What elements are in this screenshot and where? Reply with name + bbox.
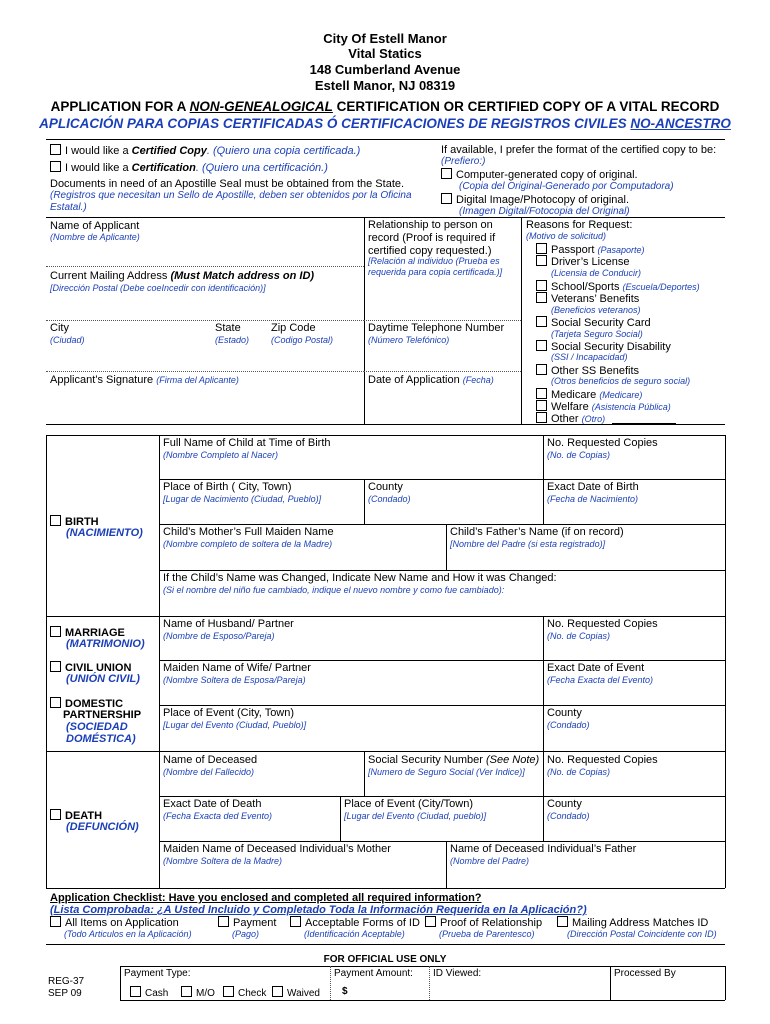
deceased-mother-label: Maiden Name of Deceased Individual’s Mother [163,843,391,855]
mailing-address-label [50,270,314,283]
city-state-zip-field[interactable] [48,347,360,369]
civil-union-label: CIVIL UNION [65,662,132,674]
payment-type-label: Payment Type: [124,968,191,979]
reason-other-ss-checkbox[interactable] [536,364,547,375]
check-all-items[interactable] [50,916,179,930]
marriage-copies-es: (No. de Copias) [547,631,611,641]
phone-field[interactable] [366,347,519,369]
street-address: 148 Cumberland Avenue [309,62,461,77]
birth-mother-es: (Nombre completo de soltera de la Madre) [163,539,333,549]
ssn-label [368,754,539,767]
reason-other-es: (Otro) [581,414,606,424]
reason-ss-card-checkbox[interactable] [536,316,547,327]
signature-text: Applicant’s Signature [50,374,154,386]
death-copies-es: (No. de Copias) [547,767,611,777]
pay-check[interactable] [223,986,266,1000]
marriage-county-es: (Condado) [547,720,590,730]
payment-amount-label: Payment Amount: [334,968,413,979]
marriage-checkbox[interactable] [50,626,61,637]
pay-waived-checkbox[interactable] [272,986,283,997]
birth-copies-label: No. Requested Copies [547,437,658,449]
applicant-name-label: Name of Applicant [50,220,140,232]
city-state-zip: Estell Manor, NJ 08319 [314,78,456,93]
reason-welfare-label: Welfare [551,401,589,413]
format-digital-label: Digital Image/Photocopy of original. [456,194,630,206]
marriage-label-es: (MATRIMONIO) [66,638,145,650]
death-county-es: (Condado) [547,811,590,821]
city-name: City Of Estell Manor [323,31,447,46]
event-place-es: [Lugar del Evento (Ciudad, Pueblo)] [163,720,307,730]
check-mailing[interactable] [557,916,708,930]
reason-ss-card[interactable] [536,316,651,330]
birth-county-es: (Condado) [368,494,411,504]
reason-medicare-label: Medicare [551,389,597,401]
reason-ss-disability-label: Social Security Disability [551,341,671,353]
check-id-label: Acceptable Forms of ID [305,917,420,929]
certified-copy-bold: Certified Copy [131,145,207,157]
death-label-es: (DEFUNCIÓN) [66,821,139,833]
domestic-checkbox[interactable] [50,697,61,708]
birth-mother-label: Child’s Mother’s Full Maiden Name [163,526,334,538]
pay-cash[interactable] [130,986,168,1000]
reason-passport-label: Passport [551,244,595,256]
marriage-copies-label: No. Requested Copies [547,618,658,630]
apostille-note: Documents in need of an Apostille Seal must be obtained from the State. [50,178,405,190]
relationship-label: Relationship to person on record (Proof is required if certified copy requested.) [368,219,496,257]
reason-veterans[interactable] [536,292,639,306]
domestic-label-2: PARTNERSHIP [63,709,142,721]
check-relationship-checkbox[interactable] [425,916,436,927]
pay-check-checkbox[interactable] [223,986,234,997]
check-id-es: (Identificación Aceptable) [304,929,405,939]
certification-text: I would like a [65,162,132,174]
payment-amount-field[interactable]: $ [342,986,348,997]
reason-drivers-license[interactable] [536,255,629,269]
checklist-title-es: (Lista Comprobada: ¿A Usted Incluido y Completado Toda la Información Requerida en la Aplicación?) [50,904,587,916]
birth-county-label: County [368,481,403,493]
pay-cash-checkbox[interactable] [130,986,141,997]
reason-ss-card-label: Social Security Card [551,317,651,329]
child-name-es: (Nombre Completo al Nacer) [163,450,279,460]
reason-other[interactable] [536,412,605,426]
wife-label: Maiden Name of Wife/ Partner [163,662,311,674]
reason-drivers-license-label: Driver’s License [551,256,630,268]
birth-date-es: (Fecha de Nacimiento) [547,494,639,504]
reason-other-checkbox[interactable] [536,412,547,423]
pay-mo[interactable] [181,986,215,1000]
reason-medicare-checkbox[interactable] [536,388,547,399]
format-title-es: (Prefiero:) [441,156,486,167]
reason-welfare-es: (Asistencia Pública) [591,402,671,412]
check-mailing-label: Mailing Address Matches ID [572,917,709,929]
reason-drivers-license-checkbox[interactable] [536,255,547,266]
format-digital-option[interactable] [441,193,629,207]
date-label [368,374,494,387]
phone-es: (Número Telefónico) [368,335,450,345]
wife-es: (Nombre Soltera de Esposa/Pareja) [163,675,306,685]
check-all-items-label: All Items on Application [65,917,179,929]
birth-place-label: Place of Birth ( City, Town) [163,481,292,493]
death-date-label: Exact Date of Death [163,798,262,810]
death-county-label: County [547,798,582,810]
death-checkbox[interactable] [50,809,61,820]
check-mailing-es: (Dirección Postal Coincidente con ID) [567,929,717,939]
death-copies-label: No. Requested Copies [547,754,658,766]
pay-check-label: Check [238,988,267,999]
title-part-a: APPLICATION FOR A [50,99,190,114]
certified-copy-es: . (Quiero una copia certificada.) [206,145,361,157]
reason-ss-card-es: (Tarjeta Seguro Social) [551,329,643,339]
applicant-name-es: (Nombre de Aplicante) [50,232,140,242]
processed-by-label: Processed By [614,968,676,979]
title-es-part-b: NO-ANCESTRO [630,116,731,131]
check-all-items-es: (Todo Articulos en la Aplicación) [64,929,192,939]
death-place-label: Place of Event (City/Town) [344,798,473,810]
deceased-father-es: (Nombre del Padre) [450,856,530,866]
reason-passport-es: (Pasaporte) [597,245,645,255]
zip-label: Zip Code [271,322,316,334]
title-part-c: CERTIFICATION OR CERTIFIED COPY OF A VITAL RECORD [332,99,720,114]
title-es-part-a: APLICACIÓN PARA COPIAS CERTIFICADAS Ó CERTIFICACIONES DE REGISTROS CIVILES [39,116,631,131]
marriage-label: MARRIAGE [65,627,125,639]
form-date: SEP 09 [48,988,82,999]
relationship-es: [Relación al individuo (Prueba es requerida para copia certificada.)] [368,256,503,277]
state-es: (Estado) [215,335,250,345]
checklist-title: Application Checklist: Have you enclosed and completed all required information? [50,892,482,904]
title-part-b: NON-GENEALOGICAL [189,99,333,114]
reason-other-ss-label: Other SS Benefits [551,365,640,377]
reason-drivers-license-es: (Licensia de Conducir) [551,268,642,278]
death-place-es: [Lugar del Evento (Ciudad, pueblo)] [344,811,487,821]
certified-copy-text: I would like a [65,145,132,157]
domestic-label: DOMESTIC [65,698,124,710]
check-relationship[interactable] [425,916,542,930]
reason-other-ss-es: (Otros beneficios de seguro social) [551,376,691,386]
certification-option[interactable] [50,161,328,175]
certified-copy-option[interactable] [50,144,360,158]
deceased-mother-es: (Nombre Soltera de la Madre) [163,856,283,866]
deceased-label: Name of Deceased [163,754,258,766]
birth-checkbox[interactable] [50,515,61,526]
reasons-title-es: (Motivo de solicitud) [526,231,607,241]
official-title: FOR OFFICIAL USE ONLY [323,954,447,965]
date-text: Date of Application [368,374,460,386]
mailing-address-field[interactable] [48,295,360,317]
signature-label [50,374,239,387]
reason-school-es: (Escuela/Deportes) [622,282,700,292]
reason-passport-checkbox[interactable] [536,243,547,254]
format-computer-option[interactable] [441,168,638,182]
check-relationship-es: (Prueba de Parentesco) [439,929,535,939]
civil-union-checkbox[interactable] [50,661,61,672]
ssn-es: [Numero de Seguro Social (Ver Indice)] [368,767,525,777]
ssn-text: Social Security Number [368,754,486,766]
reason-medicare-es: (Medicare) [599,390,643,400]
check-id-checkbox[interactable] [290,916,301,927]
pay-mo-checkbox[interactable] [181,986,192,997]
pay-waived-label: Waived [287,988,320,999]
pay-cash-label: Cash [145,988,169,999]
deceased-father-label: Name of Deceased Individual’s Father [450,843,637,855]
event-date-es: (Fecha Exacta del Evento) [547,675,654,685]
signature-field[interactable] [48,388,360,422]
check-id[interactable] [290,916,420,930]
date-field[interactable] [366,388,519,422]
check-relationship-label: Proof of Relationship [440,917,543,929]
deceased-es: (Nombre del Fallecido) [163,767,255,777]
city-label: City [50,322,69,334]
reason-school-checkbox[interactable] [536,280,547,291]
certified-copy-checkbox[interactable] [50,144,61,155]
death-date-es: (Fecha Exacta ded Evento) [163,811,273,821]
husband-es: (Nombre de Esposo/Pareja) [163,631,275,641]
birth-father-label: Child’s Father’s Name (if on record) [450,526,624,538]
certification-es: . (Quiero una certificación.) [195,162,328,174]
ssn-note: (See Note) [486,754,540,766]
form-title-es [0,116,770,132]
check-payment[interactable] [218,916,276,930]
event-place-label: Place of Event (City, Town) [163,707,295,719]
child-name-label: Full Name of Child at Time of Birth [163,437,331,449]
birth-copies-es: (No. de Copias) [547,450,611,460]
apostille-note-es: (Registros que necesitan un Sello de Apostille, deben ser obtenidos por la Oficina Estatal.) [50,190,412,213]
check-payment-label: Payment [233,917,277,929]
birth-label: BIRTH [65,516,99,528]
check-mailing-checkbox[interactable] [557,916,568,927]
civil-union-label-es: (UNIÓN CIVIL) [66,673,140,685]
city-es: (Ciudad) [50,335,85,345]
zip-es: (Codigo Postal) [271,335,334,345]
format-digital-es: (Imagen Digital/Fotocopia del Original) [459,206,630,217]
phone-label: Daytime Telephone Number [368,322,505,334]
certification-bold: Certification [131,162,196,174]
form-title [0,99,770,115]
marriage-county-label: County [547,707,582,719]
husband-label: Name of Husband/ Partner [163,618,294,630]
pay-mo-label: M/O [196,988,215,999]
birth-label-es: (NACIMIENTO) [66,527,143,539]
mailing-address-es: [Dirección Postal (Debe coeIncedir con identificación)] [50,283,266,293]
signature-es: (Firma del Aplicante) [156,375,239,385]
reason-veterans-es: (Beneficios veteranos) [551,305,641,315]
reason-ss-disability-checkbox[interactable] [536,340,547,351]
relationship-field[interactable] [366,292,519,318]
check-payment-es: (Pago) [232,929,260,939]
pay-waived[interactable] [272,986,320,1000]
reason-other-label: Other [551,413,579,425]
check-payment-checkbox[interactable] [218,916,229,927]
department-name: Vital Statics [348,46,422,61]
reason-veterans-checkbox[interactable] [536,292,547,303]
name-changed-es: (Si el nombre del niño fue cambiado, indique el nuevo nombre y como fue cambiado): [163,585,505,595]
birth-place-es: [Lugar de Nacimiento (Ciudad, Pueblo)] [163,494,322,504]
id-viewed-label: ID Viewed: [433,968,482,979]
applicant-name-field[interactable] [48,244,360,264]
reason-school-label: School/Sports [551,281,620,293]
format-computer-label: Computer-generated copy of original. [456,169,638,181]
event-date-label: Exact Date of Event [547,662,645,674]
reasons-title: Reasons for Request: [526,219,633,231]
check-all-items-checkbox[interactable] [50,916,61,927]
state-label: State [215,322,241,334]
birth-date-label: Exact Date of Birth [547,481,639,493]
mailing-address-text: Current Mailing Address [50,270,171,282]
name-changed-label: If the Child’s Name was Changed, Indicate New Name and How it was Changed: [163,572,557,584]
reason-welfare-checkbox[interactable] [536,400,547,411]
format-computer-es: (Copia del Original-Generado por Computadora) [459,181,674,192]
format-digital-checkbox[interactable] [441,193,452,204]
format-computer-checkbox[interactable] [441,168,452,179]
domestic-label-es-2: DOMÉSTICA) [66,733,136,745]
certification-checkbox[interactable] [50,161,61,172]
mailing-address-note: (Must Match address on ID) [170,270,315,282]
death-label: DEATH [65,810,103,822]
domestic-label-es-1: (SOCIEDAD [66,721,128,733]
birth-father-es: [Nombre del Padre (si esta registrado)] [450,539,606,549]
format-title: If available, I prefer the format of the certified copy to be: [441,144,717,156]
reason-veterans-label: Veterans’ Benefits [551,293,640,305]
date-es: (Fecha) [462,375,494,385]
reason-ss-disability-es: (SSI / Incapacidad) [551,352,628,362]
form-id: REG-37 [48,976,85,987]
